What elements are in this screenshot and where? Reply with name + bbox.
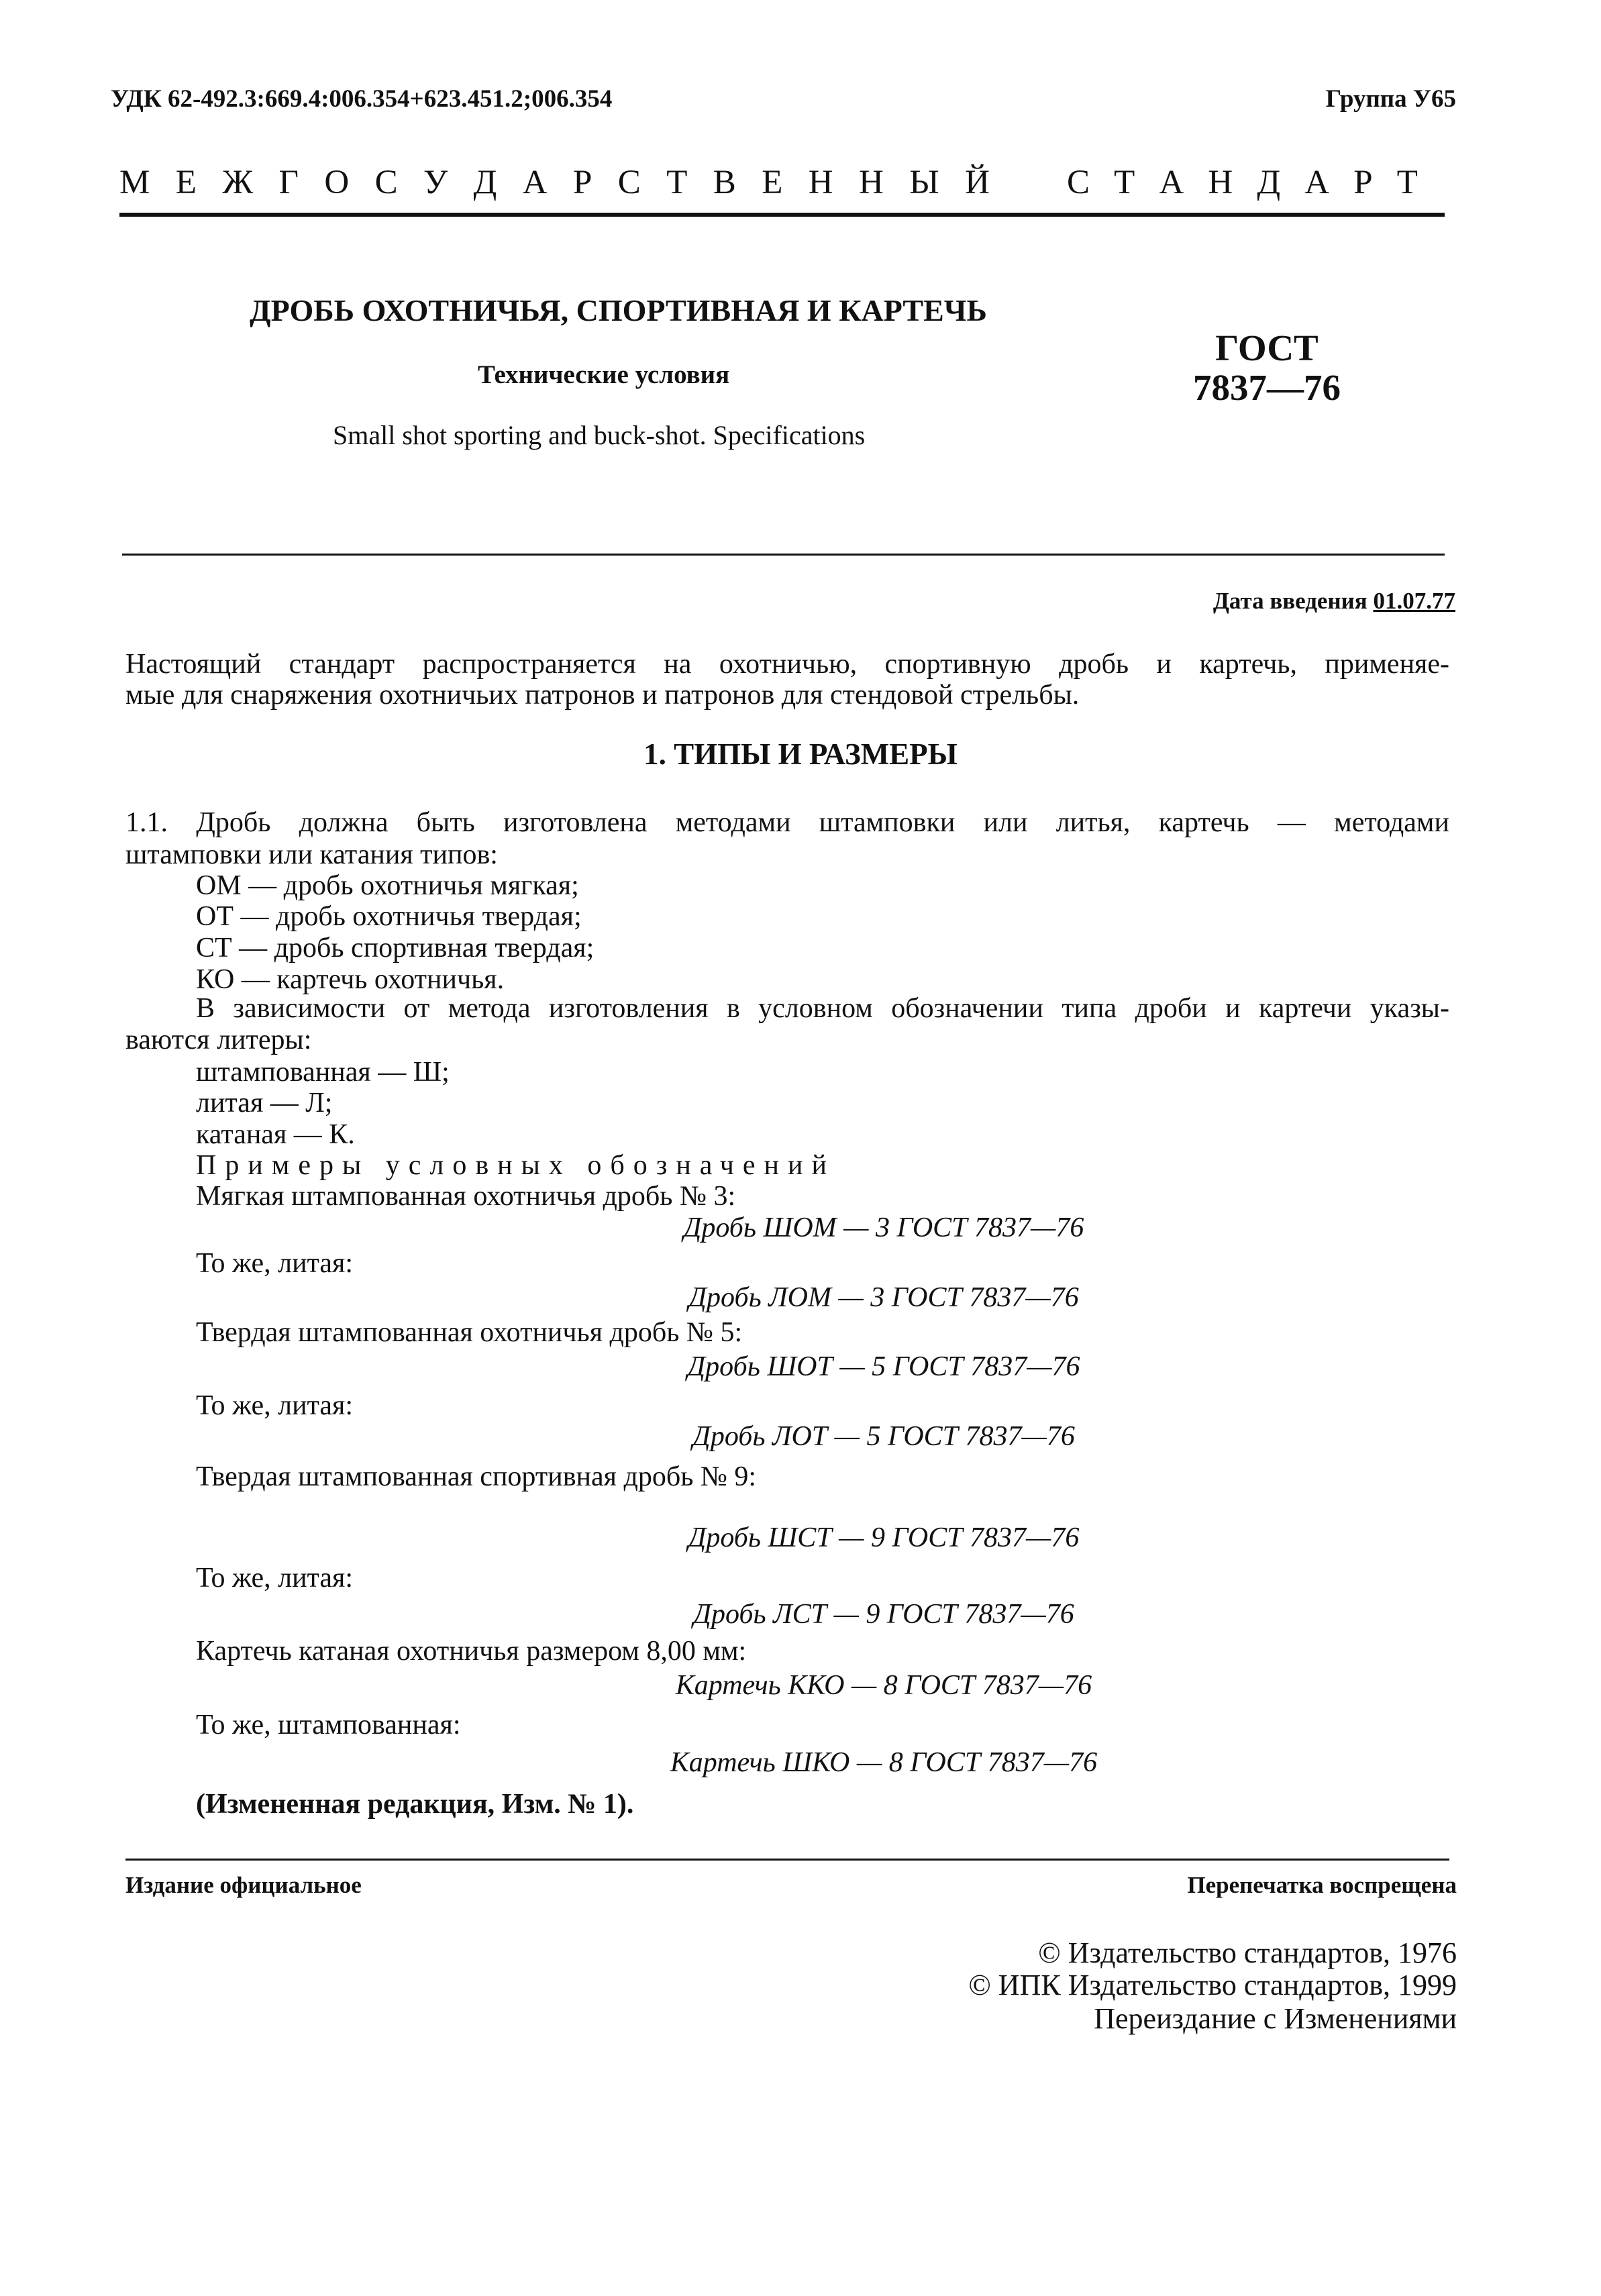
date-label: Дата введения bbox=[1212, 588, 1367, 614]
banner-letter: Т bbox=[666, 164, 688, 201]
type-item: СТ — дробь спортивная твердая; bbox=[196, 933, 595, 963]
standard-banner bbox=[119, 163, 1418, 202]
banner-letter: Е bbox=[175, 164, 197, 201]
banner-letter: Н bbox=[859, 164, 884, 201]
example-designation: Дробь ШСТ — 9 ГОСТ 7837—76 bbox=[688, 1522, 1080, 1553]
clause-1-1-line-2: штамповки или катания типов: bbox=[125, 839, 498, 870]
example-designation: Дробь ШОТ — 5 ГОСТ 7837—76 bbox=[687, 1351, 1080, 1382]
banner-letter: А bbox=[522, 164, 548, 201]
example-designation: Картечь ШКО — 8 ГОСТ 7837—76 bbox=[670, 1747, 1098, 1778]
letters-para-line-2: ваются литеры: bbox=[125, 1025, 312, 1055]
banner-letter: Т bbox=[1114, 164, 1135, 201]
banner-letter: С bbox=[1067, 164, 1090, 201]
document-title: ДРОБЬ ОХОТНИЧЬЯ, СПОРТИВНАЯ И КАРТЕЧЬ bbox=[250, 293, 987, 327]
example-description: То же, штампованная: bbox=[196, 1710, 461, 1740]
group-code: Группа У65 bbox=[1325, 85, 1456, 113]
banner-word-interstate bbox=[119, 163, 990, 202]
banner-letter: С bbox=[617, 164, 641, 201]
banner-letter: Д bbox=[1257, 164, 1281, 201]
banner-letter: Ы bbox=[909, 164, 939, 201]
banner-letter: А bbox=[1159, 164, 1184, 201]
example-description: Мягкая штампованная охотничья дробь № 3: bbox=[196, 1181, 736, 1212]
banner-letter: Г bbox=[278, 164, 299, 201]
banner-letter: О bbox=[324, 164, 350, 201]
example-description: То же, литая: bbox=[196, 1563, 354, 1594]
banner-letter: Р bbox=[572, 164, 592, 201]
banner-letter: В bbox=[713, 164, 736, 201]
section-heading: 1. ТИПЫ И РАЗМЕРЫ bbox=[643, 737, 958, 771]
banner-letter: Н bbox=[808, 164, 833, 201]
example-designation: Картечь ККО — 8 ГОСТ 7837—76 bbox=[675, 1670, 1092, 1701]
document-subtitle: Технические условия bbox=[478, 360, 730, 389]
examples-heading: Примеры условных обозначений bbox=[196, 1150, 835, 1181]
example-designation: Дробь ЛСТ — 9 ГОСТ 7837—76 bbox=[693, 1599, 1074, 1630]
letter-item: штампованная — Ш; bbox=[196, 1057, 450, 1088]
gost-number: 7837—76 bbox=[1193, 366, 1341, 408]
type-item: ОТ — дробь охотничья твердая; bbox=[196, 901, 582, 932]
banner-letter: А bbox=[1304, 164, 1330, 201]
banner-letter: М bbox=[119, 164, 150, 201]
letter-item: катаная — К. bbox=[196, 1119, 355, 1150]
copyright-1976: © Издательство стандартов, 1976 bbox=[1038, 1936, 1457, 1969]
letter-item: литая — Л; bbox=[196, 1088, 333, 1118]
copyright-1999: © ИПК Издательство стандартов, 1999 bbox=[968, 1969, 1457, 2001]
example-designation: Дробь ЛОТ — 5 ГОСТ 7837—76 bbox=[692, 1421, 1075, 1452]
banner-letter: С bbox=[374, 164, 398, 201]
banner-letter: Е bbox=[762, 164, 783, 201]
english-title: Small shot sporting and buck-shot. Specifications bbox=[333, 420, 866, 450]
gost-designation bbox=[1193, 329, 1341, 408]
introduction-date bbox=[1213, 588, 1455, 615]
reprint-prohibited: Перепечатка воспрещена bbox=[1187, 1872, 1457, 1898]
title-rule bbox=[122, 554, 1445, 556]
example-designation: Дробь ШОМ — 3 ГОСТ 7837—76 bbox=[683, 1212, 1084, 1243]
banner-letter: Н bbox=[1208, 164, 1233, 201]
date-value: 01.07.77 bbox=[1373, 588, 1455, 614]
example-description: Картечь катаная охотничья размером 8,00 мм: bbox=[196, 1636, 747, 1667]
clause-1-1-line-1: 1.1. Дробь должна быть изготовлена методами штамповки или литья, картечь — методами bbox=[125, 807, 1449, 838]
header-rule bbox=[119, 213, 1445, 217]
banner-letter: Й bbox=[965, 164, 990, 201]
type-item: ОМ — дробь охотничья мягкая; bbox=[196, 870, 579, 901]
type-item: КО — картечь охотничья. bbox=[196, 964, 505, 995]
example-description: Твердая штампованная охотничья дробь № 5: bbox=[196, 1317, 743, 1348]
reissue-note: Переиздание с Изменениями bbox=[1094, 2002, 1457, 2035]
banner-letter: Д bbox=[473, 164, 497, 201]
udk-code: УДК 62-492.3:669.4:006.354+623.451.2;006.354 bbox=[111, 85, 613, 113]
banner-letter: У bbox=[423, 164, 448, 201]
banner-word-standard bbox=[1067, 163, 1418, 202]
gost-label: ГОСТ bbox=[1215, 327, 1319, 368]
example-description: То же, литая: bbox=[196, 1248, 354, 1279]
amendment-note: (Измененная редакция, Изм. № 1). bbox=[196, 1789, 634, 1820]
intro-line-1: Настоящий стандарт распространяется на охотничью, спортивную дробь и картечь, применяе- bbox=[125, 649, 1449, 680]
example-description: Твердая штампованная спортивная дробь № 9: bbox=[196, 1461, 757, 1492]
example-description: То же, литая: bbox=[196, 1390, 354, 1421]
official-edition: Издание официальное bbox=[125, 1872, 362, 1898]
intro-line-2: мые для снаряжения охотничьих патронов и патронов для стендовой стрельбы. bbox=[125, 680, 1080, 711]
footer-rule bbox=[125, 1859, 1449, 1861]
example-designation: Дробь ЛОМ — 3 ГОСТ 7837—76 bbox=[688, 1282, 1079, 1313]
banner-letter: Т bbox=[1396, 164, 1418, 201]
banner-letter: Ж bbox=[222, 164, 254, 201]
letters-para-line-1: В зависимости от метода изготовления в условном обозначении типа дроби и картечи указы- bbox=[196, 993, 1449, 1024]
banner-letter: Р bbox=[1353, 164, 1373, 201]
